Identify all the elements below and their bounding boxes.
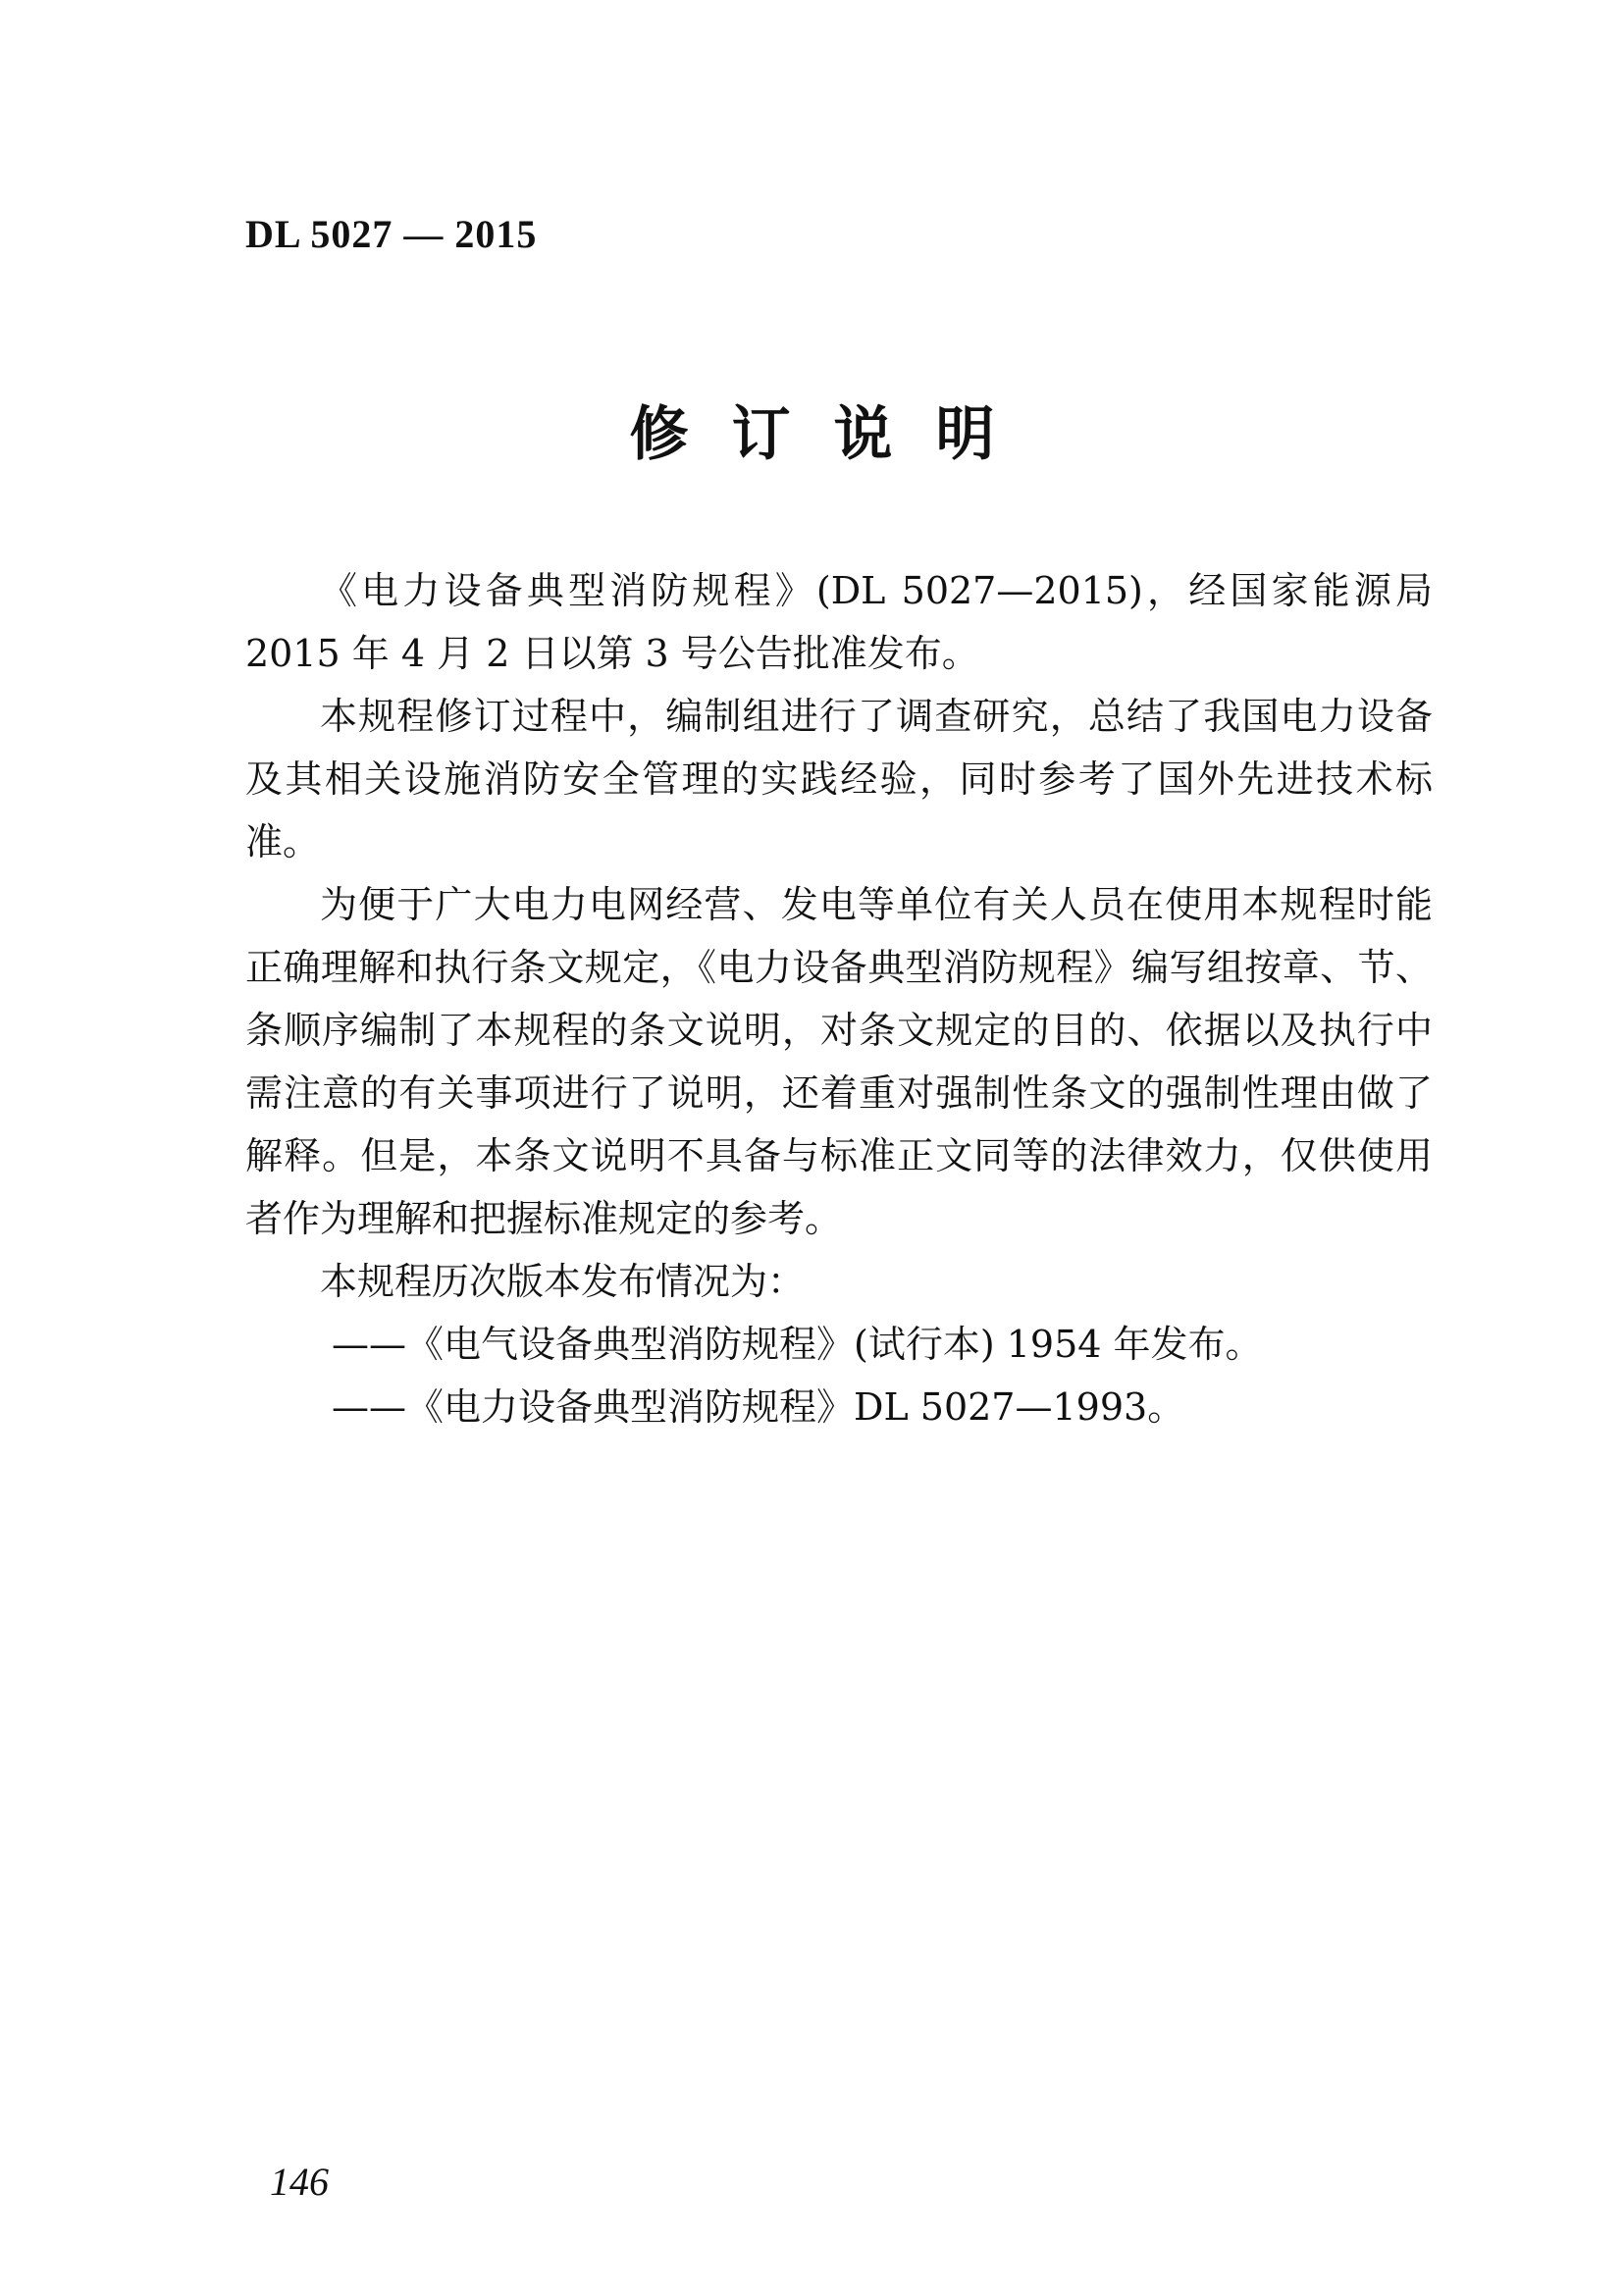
history-item: ——《电力设备典型消防规程》DL 5027—1993。: [332, 1385, 1185, 1429]
history-item: ——《电气设备典型消防规程》(试行本) 1954 年发布。: [332, 1323, 1263, 1366]
paragraph-publication: 《电力设备典型消防规程》(DL 5027—2015)，经国家能源局 2015 年 4 月 2 日以第 3 号公告批准发布。: [245, 569, 1433, 675]
page-title: 修订说明: [629, 400, 1038, 469]
standard-code: DL 5027 — 2015: [245, 212, 538, 256]
paragraph-explanation-purpose: 为便于广大电力电网经营、发电等单位有关人员在使用本规程时能正确理解和执行条文规定，《电力设备典型消防规程》编写组按章、节、条顺序编制了本规程的条文说明，对条文规定的目的、依据以及执行中需注意的有关事项进行了说明，还着重对强制性条文的强制性理由做了解释。但是，本条文说明不具备与标准正文同等的法律效力，仅供使用者作为理解和把握标准规定的参考。: [245, 883, 1433, 1240]
paragraph-revision-process: 本规程修订过程中，编制组进行了调查研究，总结了我国电力设备及其相关设施消防安全管理的实践经验，同时参考了国外先进技术标准。: [245, 695, 1433, 863]
paragraph-history-intro: 本规程历次版本发布情况为：: [320, 1260, 806, 1303]
body-text: [245, 559, 1433, 1438]
page-number: 146: [270, 2160, 329, 2204]
